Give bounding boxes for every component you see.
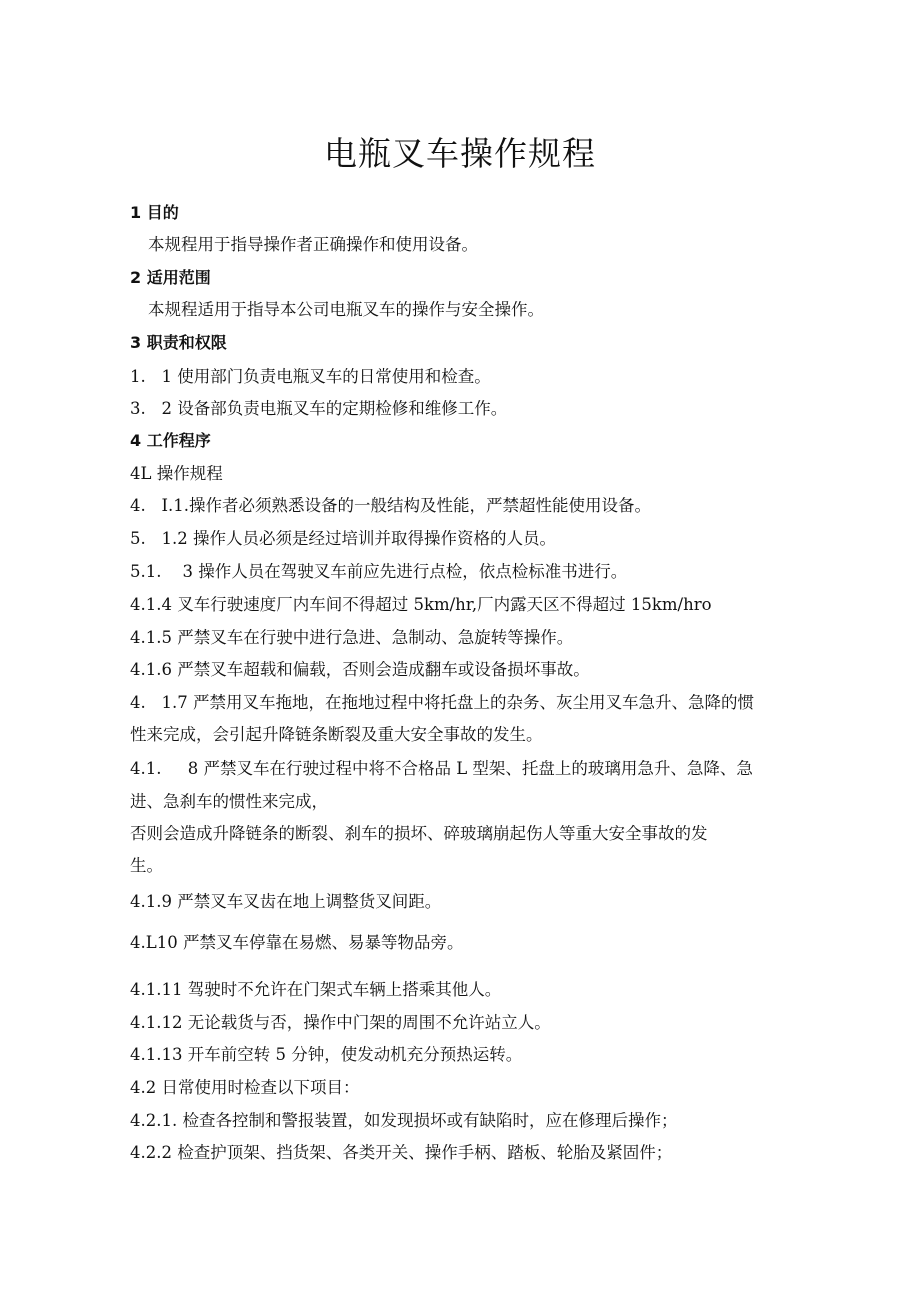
list-item: 5. 1.2 操作人员必须是经过培训并取得操作资格的人员。 [130,529,556,548]
list-item: 4.2.1. 检查各控制和警报装置，如发现损坏或有缺陷时，应在修理后操作； [130,1111,678,1130]
list-item: 4. I.1.操作者必须熟悉设备的一般结构及性能，严禁超性能使用设备。 [130,496,651,515]
section-text-scope: 本规程适用于指导本公司电瓶叉车的操作与安全操作。 [148,300,544,319]
list-item: 1. 1 使用部门负责电瓶叉车的日常使用和检查。 [130,367,491,386]
section-heading-procedure: 4 工作程序 [130,431,211,450]
list-item: 4.1.6 严禁叉车超载和偏载，否则会造成翻车或设备损坏事故。 [130,660,590,679]
list-item: 4.1. 8 严禁叉车在行驶过程中将不合格品 L 型架、托盘上的玻璃用急升、急降、急 [130,759,753,778]
list-item-continuation: 生。 [130,856,163,875]
section-heading-scope: 2 适用范围 [130,268,211,287]
section-text-purpose: 本规程用于指导操作者正确操作和使用设备。 [148,235,478,254]
list-item: 4.1.13 开车前空转 5 分钟，使发动机充分预热运转。 [130,1045,523,1064]
list-item-continuation: 性来完成，会引起升降链条断裂及重大安全事故的发生。 [130,725,543,744]
subsection-heading-operation: 4L 操作规程 [130,464,223,483]
list-item: 4.1.5 严禁叉车在行驶中进行急进、急制动、急旋转等操作。 [130,628,574,647]
list-item-continuation: 否则会造成升降链条的断裂、刹车的损坏、碎玻璃崩起伤人等重大安全事故的发 [130,824,708,843]
list-item: 5.1. 3 操作人员在驾驶叉车前应先进行点检，依点检标准书进行。 [130,562,628,581]
list-item: 4.2.2 检查护顶架、挡货架、各类开关、操作手柄、踏板、轮胎及紧固件； [130,1143,673,1162]
section-heading-responsibilities: 3 职责和权限 [130,333,227,352]
list-item: 4.1.11 驾驶时不允许在门架式车辆上搭乘其他人。 [130,980,502,999]
list-item: 4.1.12 无论载货与否，操作中门架的周围不允许站立人。 [130,1013,551,1032]
section-heading-purpose: 1 目的 [130,203,179,222]
list-item: 4.L10 严禁叉车停靠在易燃、易暴等物品旁。 [130,933,464,952]
list-item: 4.2 日常使用时检查以下项目： [130,1078,360,1097]
list-item: 4.1.9 严禁叉车叉齿在地上调整货叉间距。 [130,892,442,911]
list-item: 4. 1.7 严禁用叉车拖地，在拖地过程中将托盘上的杂务、灰尘用叉车急升、急降的惯 [130,693,754,712]
list-item: 3. 2 设备部负责电瓶叉车的定期检修和维修工作。 [130,399,508,418]
list-item-continuation: 进、急刹车的惯性来完成， [130,792,328,811]
document-title: 电瓶叉车操作规程 [324,134,596,173]
list-item: 4.1.4 叉车行驶速度厂内车间不得超过 5km/hr,厂内露天区不得超过 15km/hro [130,595,712,614]
